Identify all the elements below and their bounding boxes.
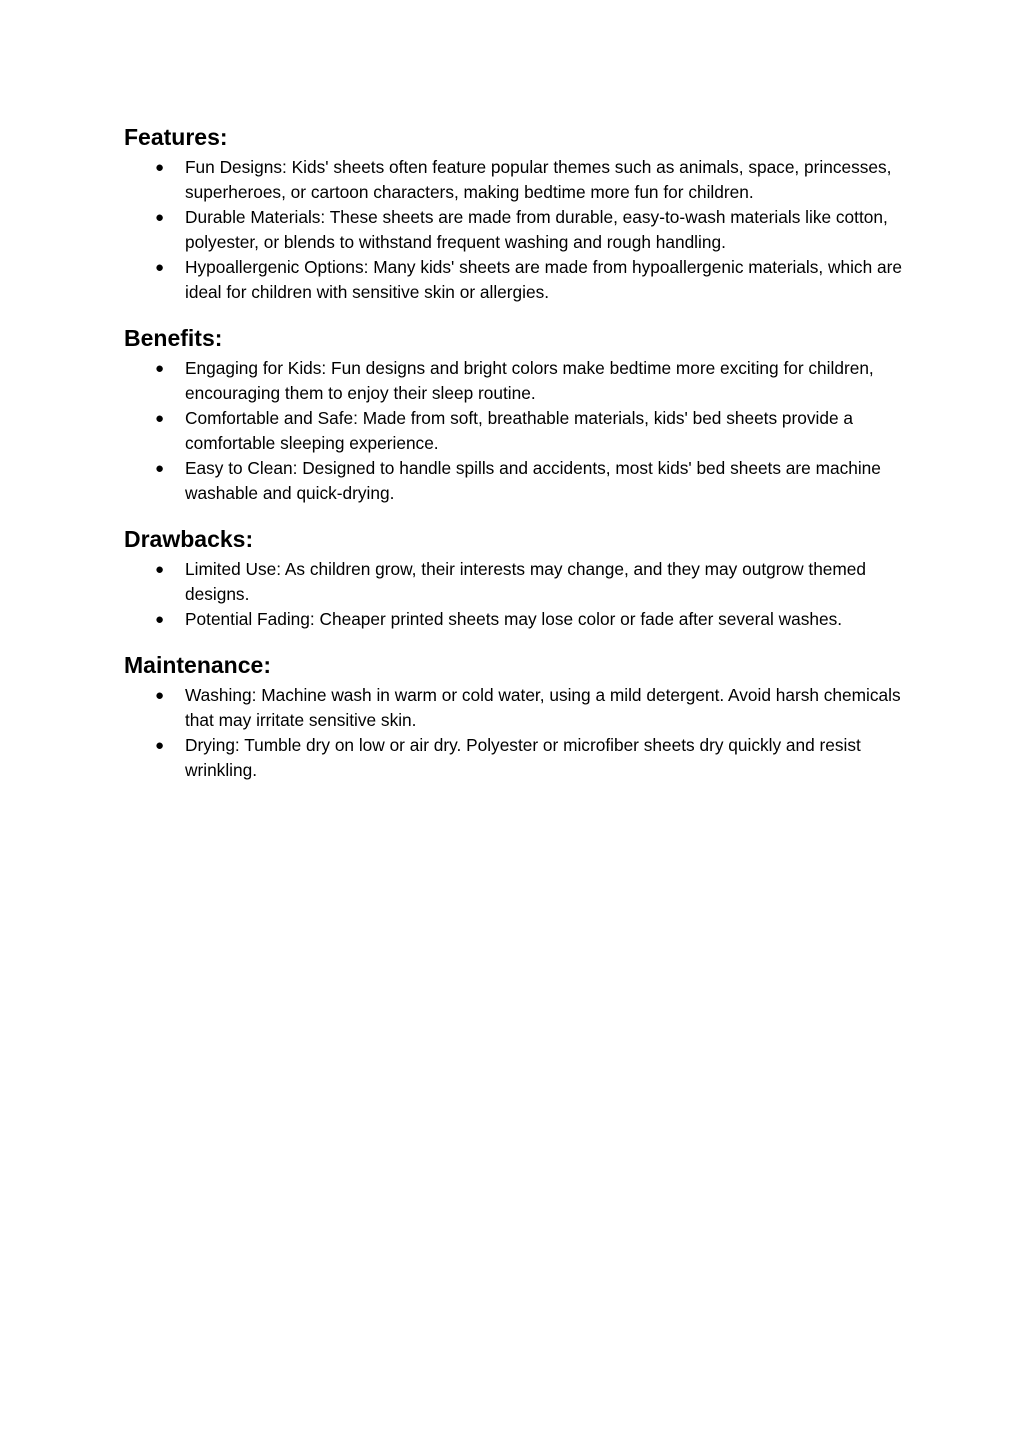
list-item-text: Drying: Tumble dry on low or air dry. Polyester or microfiber sheets dry quickly and resist wrinkling. [185, 735, 861, 780]
bullet-list [124, 155, 904, 305]
section-heading: Drawbacks: [124, 526, 254, 552]
list-item [124, 406, 904, 456]
list-item-text: Engaging for Kids: Fun designs and bright colors make bedtime more exciting for children, encouraging them to enjoy their sleep routine. [185, 358, 874, 403]
list-item [124, 155, 904, 205]
bullet-icon: ● [155, 460, 165, 477]
list-item-text: Fun Designs: Kids' sheets often feature popular themes such as animals, space, princesses, superheroes, or cartoon characters, making bedtime more fun for children. [185, 157, 892, 202]
list-item-text: Hypoallergenic Options: Many kids' sheets are made from hypoallergenic materials, which are ideal for children with sensitive skin or allergies. [185, 257, 902, 302]
list-item [124, 356, 904, 406]
bullet-icon: ● [155, 360, 165, 377]
list-item-text: Easy to Clean: Designed to handle spills and accidents, most kids' bed sheets are machine washable and quick-drying. [185, 458, 881, 503]
section-features [124, 120, 904, 305]
list-item-text: Comfortable and Safe: Made from soft, breathable materials, kids' bed sheets provide a comfortable sleeping experience. [185, 408, 854, 453]
list-item-text: Durable Materials: These sheets are made from durable, easy-to-wash materials like cotton, polyester, or blends to withstand frequent washing and rough handling. [185, 207, 888, 252]
bullet-icon: ● [155, 737, 165, 754]
bullet-icon: ● [155, 159, 165, 176]
bullet-list [124, 557, 904, 632]
list-item [124, 607, 904, 632]
bullet-icon: ● [155, 687, 165, 704]
bullet-list [124, 356, 904, 506]
document-page [124, 120, 904, 783]
bullet-icon: ● [155, 259, 165, 276]
bullet-icon: ● [155, 209, 165, 226]
bullet-list [124, 683, 904, 783]
list-item-text: Potential Fading: Cheaper printed sheets may lose color or fade after several washes. [185, 609, 843, 629]
bullet-icon: ● [155, 561, 165, 578]
section-drawbacks [124, 522, 904, 632]
list-item [124, 456, 904, 506]
list-item-text: Washing: Machine wash in warm or cold water, using a mild detergent. Avoid harsh chemicals that may irritate sensitive skin. [185, 685, 901, 730]
list-item-text: Limited Use: As children grow, their interests may change, and they may outgrow themed designs. [185, 559, 867, 604]
section-maintenance [124, 648, 904, 783]
section-heading: Benefits: [124, 325, 223, 351]
bullet-icon: ● [155, 611, 165, 628]
list-item [124, 733, 904, 783]
section-benefits [124, 321, 904, 506]
list-item [124, 557, 904, 607]
section-heading: Maintenance: [124, 652, 271, 678]
list-item [124, 205, 904, 255]
section-heading: Features: [124, 124, 228, 150]
list-item [124, 683, 904, 733]
list-item [124, 255, 904, 305]
bullet-icon: ● [155, 410, 165, 427]
